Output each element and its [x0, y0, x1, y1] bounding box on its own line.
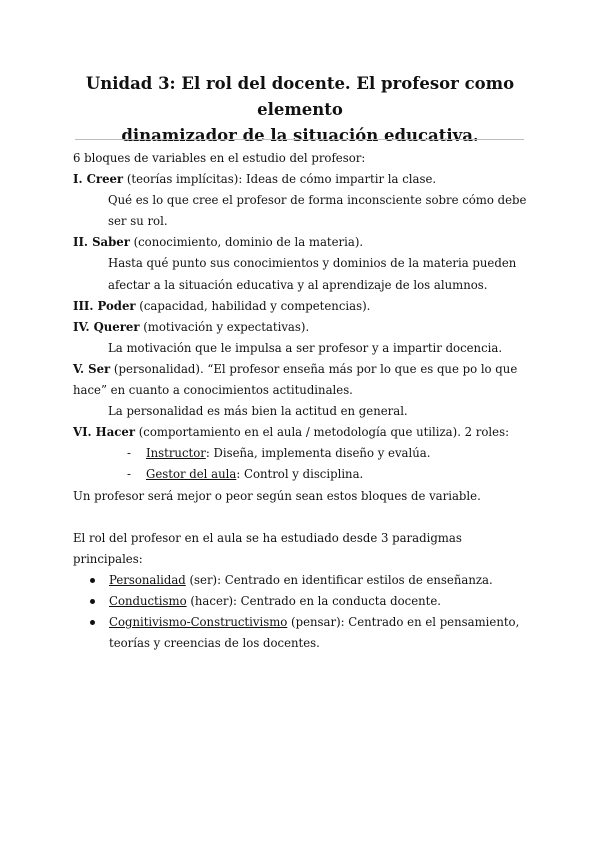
role-name: Instructor — [146, 446, 206, 461]
intro-text: 6 bloques de variables en el estudio del profesor: — [73, 151, 366, 165]
block-ser — [73, 359, 533, 401]
paragraph-gap — [73, 507, 533, 528]
bullet-icon — [90, 599, 95, 604]
block-text: (capacidad, habilidad y competencias). — [135, 298, 371, 313]
dash-marker: - — [127, 446, 131, 461]
block-detail: Qué es lo que cree el profesor de forma inconsciente sobre cómo debe ser su rol. — [108, 193, 527, 229]
block-label: I. Creer — [73, 172, 124, 187]
paradigm-name: Personalidad — [109, 572, 186, 587]
paradigm-desc: (ser): Centrado en identificar estilos de enseñanza. — [185, 572, 493, 587]
paradigms-list — [73, 570, 533, 654]
block-text: (motivación y expectativas). — [139, 319, 310, 334]
block-text: (personalidad). “El profesor enseña más por lo que es que po lo que hace” en cuanto a conocimientos actitudinales. — [73, 361, 518, 398]
block-saber — [73, 232, 533, 253]
paradigm-item — [73, 612, 533, 654]
role-item — [73, 443, 533, 464]
block-hacer — [73, 422, 533, 443]
block-label: IV. Querer — [73, 319, 140, 334]
block-label: VI. Hacer — [73, 425, 135, 440]
paradigm-item — [73, 591, 533, 612]
block-text: (conocimiento, dominio de la materia). — [129, 235, 364, 250]
block-text: (teorías implícitas): Ideas de cómo impartir la clase. — [123, 172, 437, 187]
dash-marker: - — [127, 467, 131, 482]
block-poder — [73, 296, 533, 317]
paradigm-name: Conductismo — [109, 593, 187, 608]
block-detail: La personalidad es más bien la actitud en general. — [108, 404, 408, 419]
paradigm-desc: (pensar): Centrado en el pensamiento, teorías y creencias de los docentes. — [109, 614, 520, 651]
paradigm-item — [73, 570, 533, 591]
block-label: III. Poder — [73, 298, 136, 313]
paradigm-name: Cognitivismo-Constructivismo — [109, 614, 288, 629]
role-name: Gestor del aula — [146, 467, 237, 482]
block-creer — [73, 169, 533, 190]
title-divider — [75, 139, 524, 140]
document-body — [73, 148, 533, 654]
document-title — [60, 71, 540, 149]
block-label: II. Saber — [73, 235, 130, 250]
block-querer — [73, 317, 533, 338]
role-desc: : Diseña, implementa diseño y evalúa. — [205, 446, 431, 461]
paradigm-desc: (hacer): Centrado en la conducta docente. — [186, 593, 441, 608]
title-line-1: Unidad 3: El rol del docente. El profesor como elemento — [85, 74, 515, 119]
block-detail: Hasta qué punto sus conocimientos y dominios de la materia pueden afectar a la situación educativa y al aprendizaje de los alumnos. — [108, 256, 517, 292]
role-desc: : Control y disciplina. — [236, 467, 364, 482]
bullet-icon — [90, 620, 95, 625]
conclusion-text: Un profesor será mejor o peor según sean estos bloques de variable. — [73, 488, 481, 503]
paradigms-intro: El rol del profesor en el aula se ha estudiado desde 3 paradigmas principales: — [73, 530, 462, 566]
block-detail: La motivación que le impulsa a ser profesor y a impartir docencia. — [108, 340, 503, 355]
roles-list — [73, 443, 533, 485]
block-label: V. Ser — [73, 361, 111, 376]
bullet-icon — [90, 578, 95, 583]
role-item — [73, 464, 533, 485]
title-line-2: dinamizador de la situación educativa. — [121, 126, 479, 145]
block-text: (comportamiento en el aula / metodología que utiliza). 2 roles: — [135, 425, 510, 440]
